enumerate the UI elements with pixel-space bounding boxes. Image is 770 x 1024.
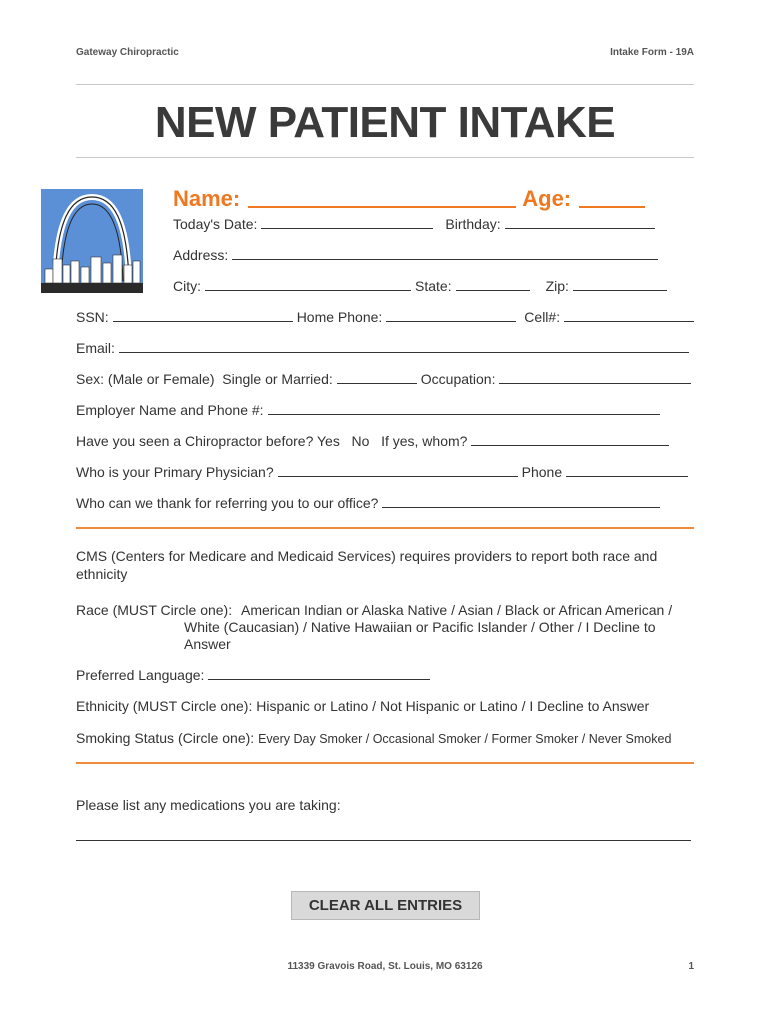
chiro-row xyxy=(76,431,673,449)
chiropractor-label: Have you seen a Chiropractor before? Yes No If yes, whom? xyxy=(76,433,468,449)
sex-row xyxy=(76,369,695,387)
race-options-line3: Answer xyxy=(184,636,231,652)
address-field[interactable] xyxy=(232,258,658,260)
physician-label: Who is your Primary Physician? xyxy=(76,464,274,480)
name-label: Name: xyxy=(173,186,241,211)
birthday-label: Birthday: xyxy=(445,216,501,232)
title-divider xyxy=(76,157,694,158)
state-field[interactable] xyxy=(456,289,530,291)
todays-date-field[interactable] xyxy=(261,227,433,229)
city-row xyxy=(173,276,671,294)
sex-marital-label: Sex: (Male or Female) Single or Married: xyxy=(76,371,333,387)
address-row xyxy=(173,245,662,263)
physician-phone-label: Phone xyxy=(521,464,563,480)
home-phone-field[interactable] xyxy=(386,320,516,322)
gateway-arch-logo xyxy=(41,189,143,293)
age-field[interactable] xyxy=(579,205,645,208)
employer-row xyxy=(76,400,664,418)
ssn-label: SSN: xyxy=(76,309,109,325)
section-divider-2 xyxy=(76,762,694,764)
page-title: NEW PATIENT INTAKE xyxy=(154,98,616,147)
race-options-line2: White (Caucasian) / Native Hawaiian or Pacific Islander / Other / I Decline to xyxy=(184,619,656,635)
medications-field[interactable] xyxy=(76,840,691,841)
ssn-row xyxy=(76,307,698,325)
form-id: Intake Form - 19A xyxy=(610,47,694,58)
cell-field[interactable] xyxy=(564,320,694,322)
referral-field[interactable] xyxy=(382,506,660,508)
occupation-field[interactable] xyxy=(499,382,691,384)
home-phone-label: Home Phone: xyxy=(296,309,383,325)
employer-label: Employer Name and Phone #: xyxy=(76,402,264,418)
ssn-field[interactable] xyxy=(113,320,293,322)
cms-intro: CMS (Centers for Medicare and Medicaid Services) requires providers to report both race and ethnicity xyxy=(76,548,658,582)
race-options-line1: American Indian or Alaska Native / Asian / Black or African American / xyxy=(241,602,673,618)
smoking-row xyxy=(76,729,671,748)
physician-row xyxy=(76,462,692,480)
language-row xyxy=(76,665,434,683)
language-field[interactable] xyxy=(208,678,430,680)
race-label: Race (MUST Circle one): xyxy=(76,602,233,618)
employer-field[interactable] xyxy=(268,413,660,415)
ethnicity-line: Ethnicity (MUST Circle one): Hispanic or Latino / Not Hispanic or Latino / I Decline to Answer xyxy=(76,698,650,714)
email-field[interactable] xyxy=(119,351,689,353)
referral-label: Who can we thank for referring you to our office? xyxy=(76,495,379,511)
email-row xyxy=(76,338,693,356)
medications-label: Please list any medications you are taking: xyxy=(76,797,341,813)
smoking-label: Smoking Status (Circle one): xyxy=(76,730,255,746)
chiropractor-field[interactable] xyxy=(471,444,669,446)
footer-address: 11339 Gravois Road, St. Louis, MO 63126 xyxy=(287,961,483,972)
name-field[interactable] xyxy=(248,205,516,208)
city-field[interactable] xyxy=(205,289,411,291)
cell-label: Cell#: xyxy=(524,309,561,325)
birthday-field[interactable] xyxy=(505,227,655,229)
zip-label: Zip: xyxy=(545,278,569,294)
city-label: City: xyxy=(173,278,201,294)
header-divider xyxy=(76,84,694,85)
referral-row xyxy=(76,493,664,511)
state-label: State: xyxy=(415,278,452,294)
smoking-options: Every Day Smoker / Occasional Smoker / Former Smoker / Never Smoked xyxy=(258,732,672,746)
clear-all-entries-button[interactable]: CLEAR ALL ENTRIES xyxy=(291,891,480,920)
language-label: Preferred Language: xyxy=(76,667,205,683)
name-age-row xyxy=(173,186,651,212)
occupation-label: Occupation: xyxy=(420,371,496,387)
address-label: Address: xyxy=(173,247,229,263)
date-row xyxy=(173,214,659,232)
physician-field[interactable] xyxy=(278,475,518,477)
zip-field[interactable] xyxy=(573,289,667,291)
page-number: 1 xyxy=(688,961,694,972)
physician-phone-field[interactable] xyxy=(566,475,688,477)
todays-date-label: Today's Date: xyxy=(173,216,258,232)
practice-name: Gateway Chiropractic xyxy=(76,47,179,58)
section-divider xyxy=(76,527,694,529)
email-label: Email: xyxy=(76,340,115,356)
marital-field[interactable] xyxy=(337,382,417,384)
age-label: Age: xyxy=(522,186,572,211)
